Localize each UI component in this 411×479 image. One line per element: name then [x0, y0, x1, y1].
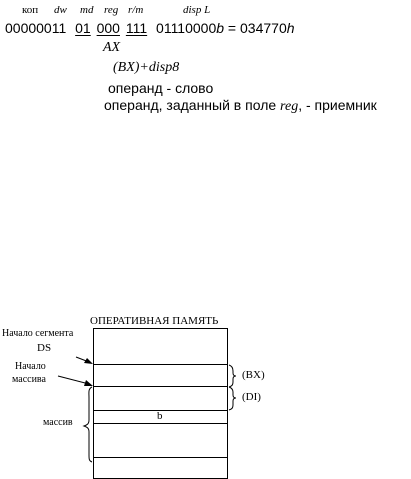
array-left-brace — [84, 387, 92, 462]
equals-sign: = — [224, 20, 241, 36]
operand-word-note: операнд - слово — [108, 80, 214, 96]
bx-right-brace — [229, 365, 236, 387]
bx-disp-address: (BX)+disp8 — [113, 60, 180, 75]
array-label: массив — [43, 417, 73, 428]
binary-suffix: b — [216, 20, 225, 36]
reg-label: reg — [104, 4, 119, 16]
reg-bits: 000 — [96, 20, 120, 36]
array-start-label-line2: массива — [12, 374, 46, 385]
disp-bits: 01110000 — [156, 20, 217, 36]
di-label: (DI) — [242, 391, 261, 403]
array-arrowhead — [84, 380, 93, 386]
cell-b-label: b — [157, 410, 163, 422]
rm-label: r/m — [128, 4, 144, 16]
segment-start-label: Начало сегмента — [2, 328, 74, 339]
hex-value: 034770 — [240, 20, 287, 36]
segment-register-label: DS — [37, 342, 52, 354]
disp-label: disp L — [183, 4, 211, 16]
operand-reg-prefix: операнд, заданный в поле — [104, 97, 281, 113]
md-label: md — [80, 4, 94, 16]
memory-block — [94, 329, 228, 479]
di-right-brace — [229, 387, 236, 410]
array-start-label-line1: Начало — [15, 361, 46, 372]
memory-title: ОПЕРАТИВНАЯ ПАМЯТЬ — [90, 315, 219, 327]
hex-suffix: h — [286, 20, 295, 36]
operand-reg-field: reg — [280, 99, 299, 114]
rm-bits: 111 — [125, 20, 148, 36]
operand-reg-suffix: , - приемник — [298, 97, 377, 113]
kop-bits: 00000011 — [5, 20, 67, 36]
array-start-arrow — [58, 376, 89, 384]
segment-arrowhead — [84, 358, 93, 364]
kop-label: коп — [22, 4, 39, 16]
bx-label: (BX) — [242, 369, 265, 381]
ax-register: AX — [103, 40, 121, 55]
dw-label: dw — [54, 4, 67, 16]
md-bits: 01 — [75, 20, 91, 36]
